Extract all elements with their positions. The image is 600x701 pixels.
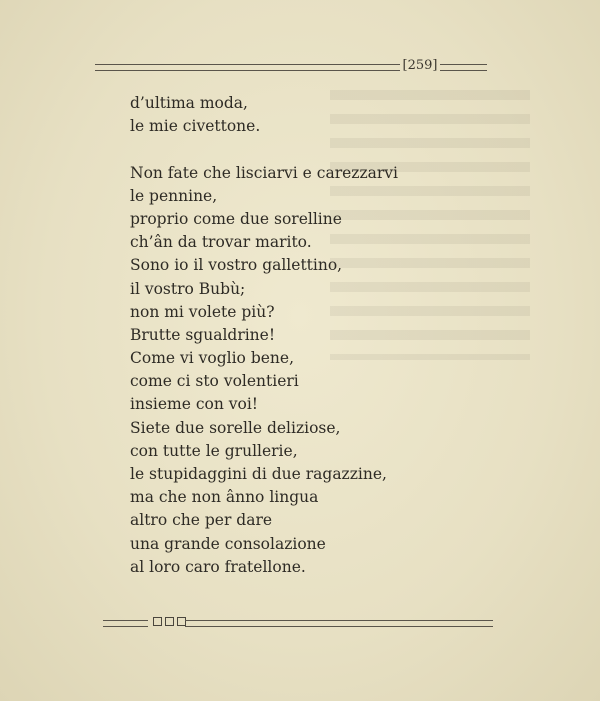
poem-line: d’ultima moda, [130, 94, 248, 112]
ornament-boxes [153, 617, 186, 626]
ornament-box [165, 617, 174, 626]
poem-line: come ci sto volentieri [130, 372, 299, 391]
footer-rule-right [185, 620, 493, 627]
footer-rule-left [103, 620, 148, 627]
poem-line: non mi volete più? [130, 302, 275, 321]
poem-line: al loro caro fratellone. [130, 557, 306, 576]
poem-line: il vostro Bubù; [130, 279, 246, 298]
poem-line: le pennine, [130, 186, 218, 205]
poem-line: Sono io il vostro gallettino, [130, 256, 343, 275]
header-rule-left [95, 64, 400, 71]
page-number: [259] [402, 58, 438, 73]
poem-line: le mie civettone. [130, 117, 261, 136]
poem-line: altro che per dare [130, 511, 273, 530]
poem-line: le stupidaggini di due ragazzine, [130, 465, 387, 483]
poem-line: Brutte sgualdrine! [130, 325, 276, 344]
page-header [95, 58, 487, 74]
poem-line: ma che non ânno lingua [130, 488, 319, 507]
poem-line: Non fate che lisciarvi e carezzarvi [130, 163, 398, 182]
footer-ornament [103, 615, 493, 629]
header-rule-right [440, 64, 487, 71]
poem-line: proprio come due sorelline [130, 209, 342, 228]
ornament-box [153, 617, 162, 626]
poem-text [130, 92, 430, 579]
poem-line: insieme con voi! [130, 395, 259, 414]
poem-line: una grande consolazione [130, 534, 326, 553]
stanza-break [130, 138, 430, 161]
poem-line: con tutte le grullerie, [130, 441, 298, 460]
poem-line: ch’ân da trovar marito. [130, 233, 312, 252]
poem-line: Come vi voglio bene, [130, 349, 294, 368]
poem-line: Siete due sorelle deliziose, [130, 418, 341, 437]
